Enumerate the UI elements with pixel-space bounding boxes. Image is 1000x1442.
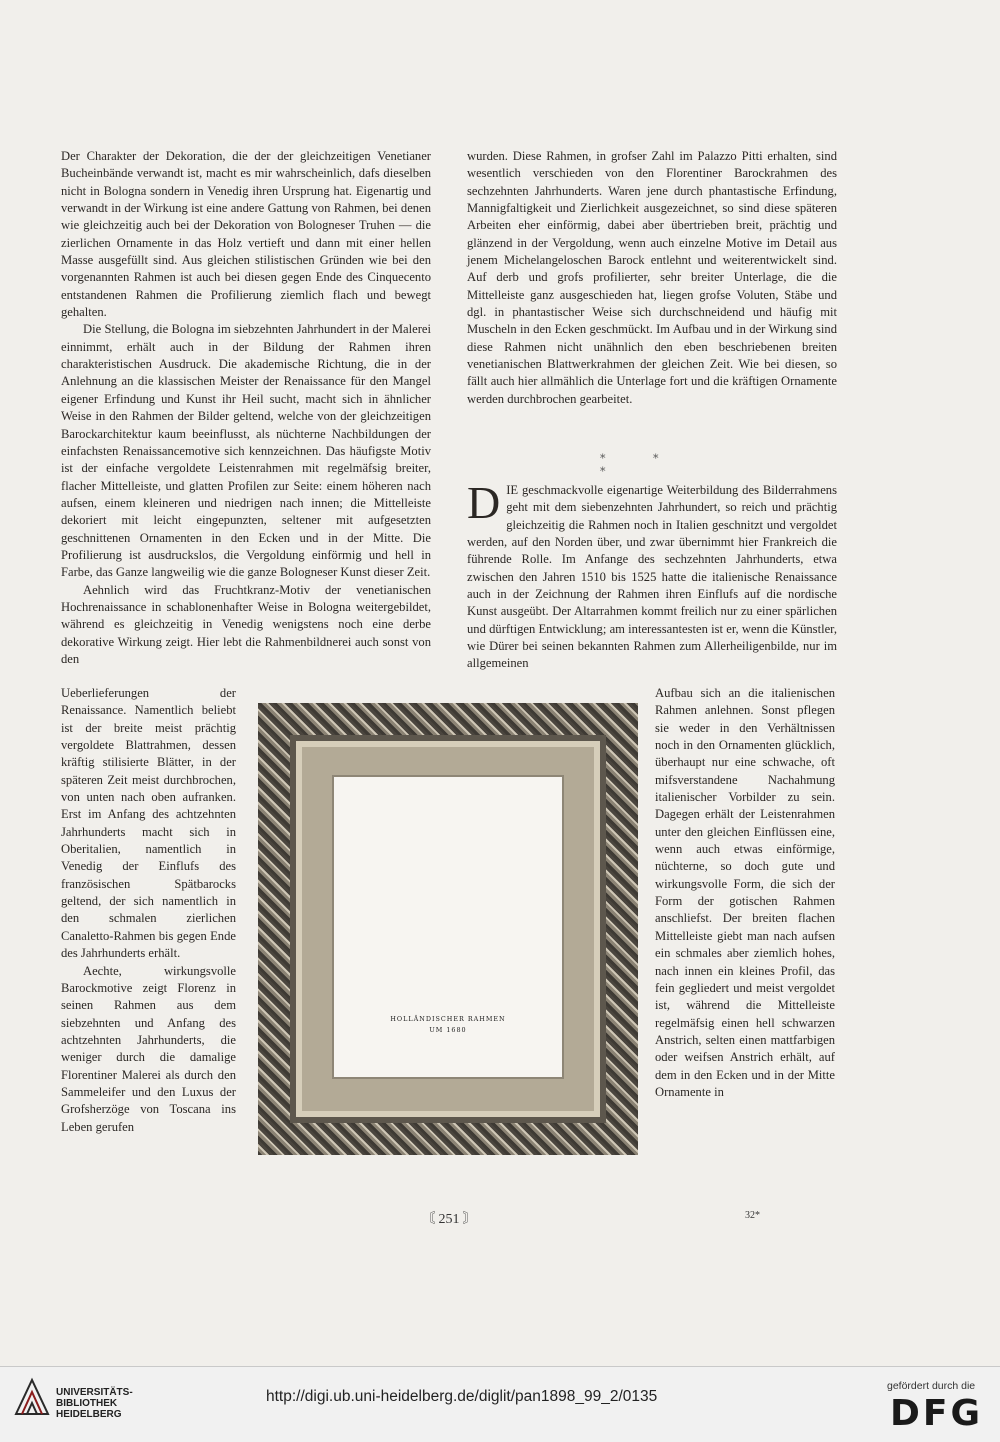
figure-caption-title: HOLLÄNDISCHER RAHMEN: [390, 1015, 506, 1023]
right-narrow-column: [655, 685, 835, 1101]
section-divider-stars: * * *: [600, 452, 681, 478]
library-name-line: HEIDELBERG: [56, 1409, 122, 1420]
paragraph: IE geschmackvolle eigenartige Weiterbildung des Bilderrahmens geht mit dem siebenzehnten Jahrhundert, so reich und prächtig gleichzeitig die Rahmen noch in Italien geschnitzt und vergoldet werden, auf den Norden über, und zwar übernimmt hier Frankreich die führende Rolle. Im Anfange des sechzehnten Jahrhunderts, etwa zwischen den Jahren 1510 bis 1525 hatte die italienische Renaissance auch in der Zeichnung der Rahmen ihren Einflufs auf die nordische Kunst ausgeübt. Der Altarrahmen kommt freilich nur zu einer spärlichen und dürftigen Entwicklung; am interessantesten ist er, wenn die Künstler, wie Dürer bei seinen bekannten Rahmen zum Allerheiligenbilde, nur im allgemeinen: [467, 483, 837, 671]
paragraph: Aehnlich wird das Fruchtkranz-Motiv der venetianischen Hochrenaissance in schablonenhafter Weise in Bologna weitergebildet, während es gleichzeitig in Venedig wenigstens noch eine derbe dekorative Wirkung zeigt. Hier lebt die Rahmenbildnerei auch sonst von den: [61, 582, 431, 666]
paragraph: wurden. Diese Rahmen, in grofser Zahl im Palazzo Pitti erhalten, sind wesentlich verschieden von den Florentiner Barockrahmen des sechzehnten Jahrhunderts. Waren jene durch phantastische Erfindung, Mannigfaltigkeit und Zierlichkeit ausgezeichnet, so sind diese späteren Arbeiten eher einförmig, dabei aber übertrieben breit, prächtig und glänzend in der Vergoldung, wenn auch einzelne Motive im Detail aus jenem Michelangeloschen Barock entlehnt und weiterentwickelt sind. Auf derb und grofs profilierter, sehr breiter Unterlage, die die Mittelleiste ganz ausgeschieden hat, liegen grofse Voluten, Stäbe und dgl. in phantastischer Weise sich durchschneidend und häufig mit Muscheln in den Ecken geschmückt. Im Aufbau und in der Wirkung sind diese Rahmen nicht unähnlich den eben beschriebenen breiten venetianischen Blattwerkrahmen der gleichen Zeit. Wie bei diesen, so fällt auch hier allmählich die Unterlage fort und die kräftigen Ornamente werden durchbrochen gearbeitet.: [467, 149, 837, 406]
page-number: 〘 251 〙: [421, 1212, 477, 1227]
paragraph: Aechte, wirkungsvolle Barockmotive zeigt Florenz in seinen Rahmen aus dem siebzehnten und Anfang des achtzehnten Jahrhunderts, die weniger durch die damalige Florentiner Malerei als durch den Sammeleifer und den Luxus der Grofsherzöge von Toscana ins Leben gerufen: [61, 963, 236, 1134]
section-paragraph: [467, 477, 837, 673]
left-column: [61, 148, 431, 668]
source-url-link[interactable]: http://digi.ub.uni-heidelberg.de/diglit/pan1898_99_2/0135: [266, 1388, 658, 1405]
frame-illustration: [258, 703, 638, 1155]
paragraph: Der Charakter der Dekoration, die der der gleichzeitigen Venetianer Bucheinbände verwandt ist, macht es mir wahrscheinlich, dafs dieselben nicht in Bologna sondern in Venedig ihren Ursprung hat. Eigenartig und verwandt in der Wirkung ist eine andere Gattung von Rahmen, bei denen wie gleichzeitig auch bei der Dekoration von Bologneser Truhen — die zierlichen Ornamente in das Holz vertieft und dann mit einer hellen Masse ausgefüllt sind. Aus gleichen stilistischen Gründen wie bei den vorgenannten Rahmen ist auch bei diesen gegen Ende des Cinquecento entstandenen Rahmen die Profilierung ziemlich flach und bewegt gehalten.: [61, 149, 431, 320]
drop-cap: D: [467, 477, 501, 528]
signature-mark: 32*: [745, 1210, 760, 1221]
paragraph: Ueberlieferungen der Renaissance. Namentlich beliebt ist der breite meist prächtig vergoldete Blattrahmen, dessen kräftig stilisierte Blätter, in der späteren Zeit meist durchbrochen, von unten nach oben aufranken. Erst im Anfang des achtzehnten Jahrhunderts macht sich in Oberitalien, namentlich in Venedig der Einflufs des französischen Spätbarocks geltend, der sich namentlich in den schmalen zierlichen Canaletto-Rahmen bis gegen Ende des Jahrhunderts erhält.: [61, 686, 236, 961]
dfg-logo: DFG: [890, 1393, 984, 1434]
right-column: [467, 148, 837, 408]
library-name-line: BIBLIOTHEK: [56, 1398, 118, 1409]
library-name-line: UNIVERSITÄTS-: [56, 1387, 133, 1398]
library-name: [56, 1387, 133, 1420]
library-logo-icon: [14, 1376, 50, 1416]
funding-label: gefördert durch die: [887, 1380, 976, 1392]
figure-caption-date: UM 1680: [429, 1026, 467, 1034]
left-narrow-column: [61, 685, 236, 1136]
paragraph: Die Stellung, die Bologna im siebzehnten Jahrhundert in der Malerei einnimmt, erhält auch in der Bildung der Rahmen ihren charakteristischen Ausdruck. Die akademische Richtung, die in der Anlehnung an die klassischen Meister der Renaissance für den Mangel eigener Erfindung und Kunst ihr Heil sucht, macht sich in ähnlicher Weise in den Rahmen der Bilder geltend, welche von der gleichzeitigen Barockarchitektur kaum beeinflusst, als nüchterne Nachbildungen der einfachsten Renaissancemotive sich kennzeichnen. Das häufigste Motiv ist der einfache vergoldete Leistenrahmen mit regelmäfsig breiter, flacher Mittelleiste, und glatten Profilen zur Seite: einem höheren nach aufsen, einem kleineren und niedrigen nach innen; die Mittelleiste dekoriert mit leicht eingepunzten, seltener mit aufgesetzten geschnittenen Ornamenten in den Ecken und in der Mitte. Die Profilierung ist ausdruckslos, die Vergoldung einförmig und hell in Farbe, das Ganze langweilig wie die ganze Bologneser Kunst dieser Zeit.: [61, 322, 431, 580]
paragraph: Aufbau sich an die italienischen Rahmen anlehnen. Sonst pflegen sie weder in den Verhältnissen noch in den Ornamenten glücklich, überhaupt nur eine schwache, oft mifsverstandene Nachahmung italienischer Vorbilder zu sein. Dagegen erhält der Leistenrahmen unter den gleichen Einflüssen eine, wenn auch etwas einförmige, nüchterne, so doch gute und wirkungsvolle Form, die sich der Form der gotischen Rahmen anschliefst. Der breiten flachen Mittelleiste giebt man nach aufsen ein schmales aber ziemlich hohes, nach innen ein kleines Profil, das fein gegliedert und meist vergoldet ist, während die Mittelleiste regelmäfsig einen hell schwarzen Anstrich, selten einen mattfarbigen oder weifsen Anstrich erhält, auf dem in den Ecken und in der Mitte Ornamente in: [655, 686, 835, 1099]
